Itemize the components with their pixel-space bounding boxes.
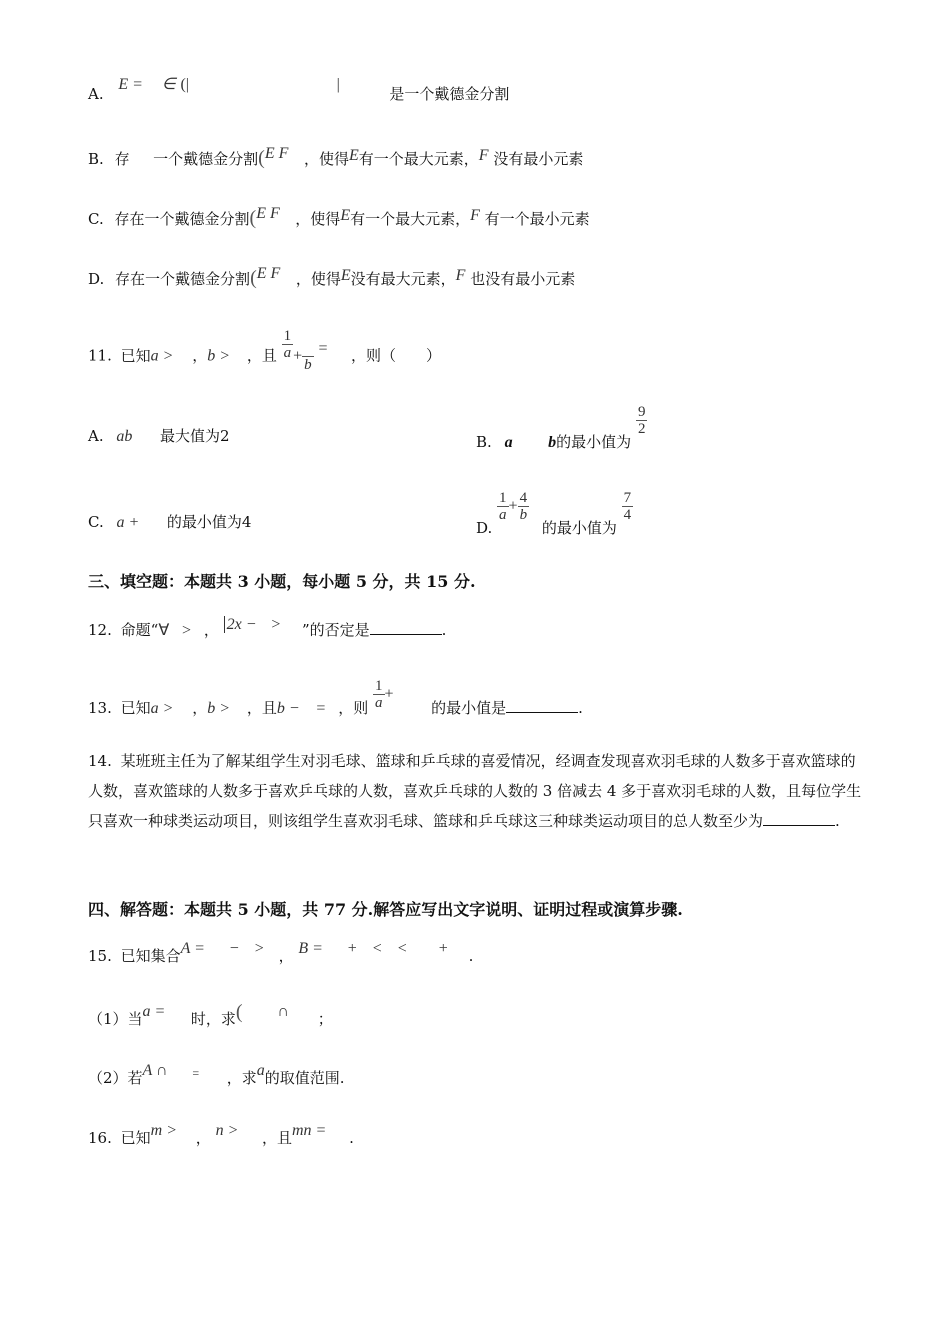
option-10d: D. 存在一个戴德金分割(E F ，使得E没有最大元素，F 也没有最小元素 (88, 265, 576, 289)
fraction-1-over-a: $\frac{1}{a}$ (375, 678, 383, 711)
fraction-7-over-4: $\frac{7}{4}$ (623, 490, 632, 523)
math-ef: E F (264, 145, 289, 162)
answer-blank[interactable] (506, 698, 578, 713)
option-11a: A. ab 最大值为2 (88, 427, 230, 445)
question-13: 13. 已知a > ，b > ，且b − = ，则 $\frac{1}{a}$ + 的最小值是 . (88, 678, 583, 717)
question-15-part-2: （2）若A ∩ = ，求a的取值范围. (88, 1062, 345, 1087)
option-10c: C. 存在一个戴德金分割(E F ，使得E有一个最大元素，F 有一个最小元素 (88, 205, 590, 229)
option-11b: B. a b的最小值为 $\frac{9}{2}$ (476, 404, 646, 451)
section-4-title: 四、解答题：本题共 5 小题，共 77 分.解答应写出文字说明、证明过程或演算步骤. (88, 900, 683, 919)
option-10a: A. E = ∈ (| | 是一个戴德金分割 (88, 76, 510, 103)
set-brace: (| (180, 76, 189, 93)
fraction-1-over-a: $\frac{1}{a}$ (283, 328, 292, 361)
question-16: 16. 已知m > ， n > ，且mn = . (88, 1122, 354, 1147)
question-11: 11. 已知a > ，b > ，且 $\frac{1}{a}$ + b = ，则（ ） (88, 328, 442, 373)
set-bar: | (336, 76, 340, 93)
math-element-of: ∈ (161, 76, 176, 93)
answer-blank[interactable] (370, 620, 442, 635)
fraction-1-over-a: $\frac{1}{a}$ (499, 490, 507, 523)
math-e-equals: E = (118, 76, 143, 93)
fraction-2-over-b: b (302, 340, 314, 373)
option-10b: B. 存 一个戴德金分割(E F ，使得E有一个最大元素，F 没有最小元素 (88, 145, 584, 169)
question-14: 14. 某班班主任为了解某组学生对羽毛球、篮球和乒乓球的喜爱情况，经调查发现喜欢羽毛球的人数多于喜欢篮球的人数，喜欢篮球的人数多于喜欢乒乓球的人数，喜欢乒乓球的人数的 3 倍减去 4 多于喜欢羽毛球的人数，且每位学生只喜欢一种球类运动项目，则该组学生喜欢羽毛球、篮球和乒乓球这三种球类运动项目的总人数至少为 . (88, 752, 862, 830)
question-15-part-1: （1）当a = 时，求( ∩ ； (88, 1001, 333, 1028)
section-3-title: 三、填空题：本题共 3 小题，每小题 5 分，共 15 分. (88, 572, 476, 591)
option-10a-text: 是一个戴德金分割 (389, 85, 510, 103)
abs-expression: 2x − (224, 616, 257, 633)
option-11d: D. $\frac{1}{a}$ + $\frac{4}{b}$ 的最小值为 $\frac{7}{4}$ (476, 490, 632, 537)
fraction-9-over-2: $\frac{9}{2}$ (637, 404, 646, 437)
question-15: 15. 已知集合A = − > ， B = + < < + . (88, 940, 474, 965)
option-11c: C. a + 的最小值为4 (88, 513, 252, 531)
question-12: 12. 命题“∀ > ， 2x − > ”的否定是 . (88, 616, 447, 639)
answer-blank[interactable] (763, 811, 835, 826)
fraction-4-over-b: $\frac{4}{b}$ (519, 490, 528, 523)
